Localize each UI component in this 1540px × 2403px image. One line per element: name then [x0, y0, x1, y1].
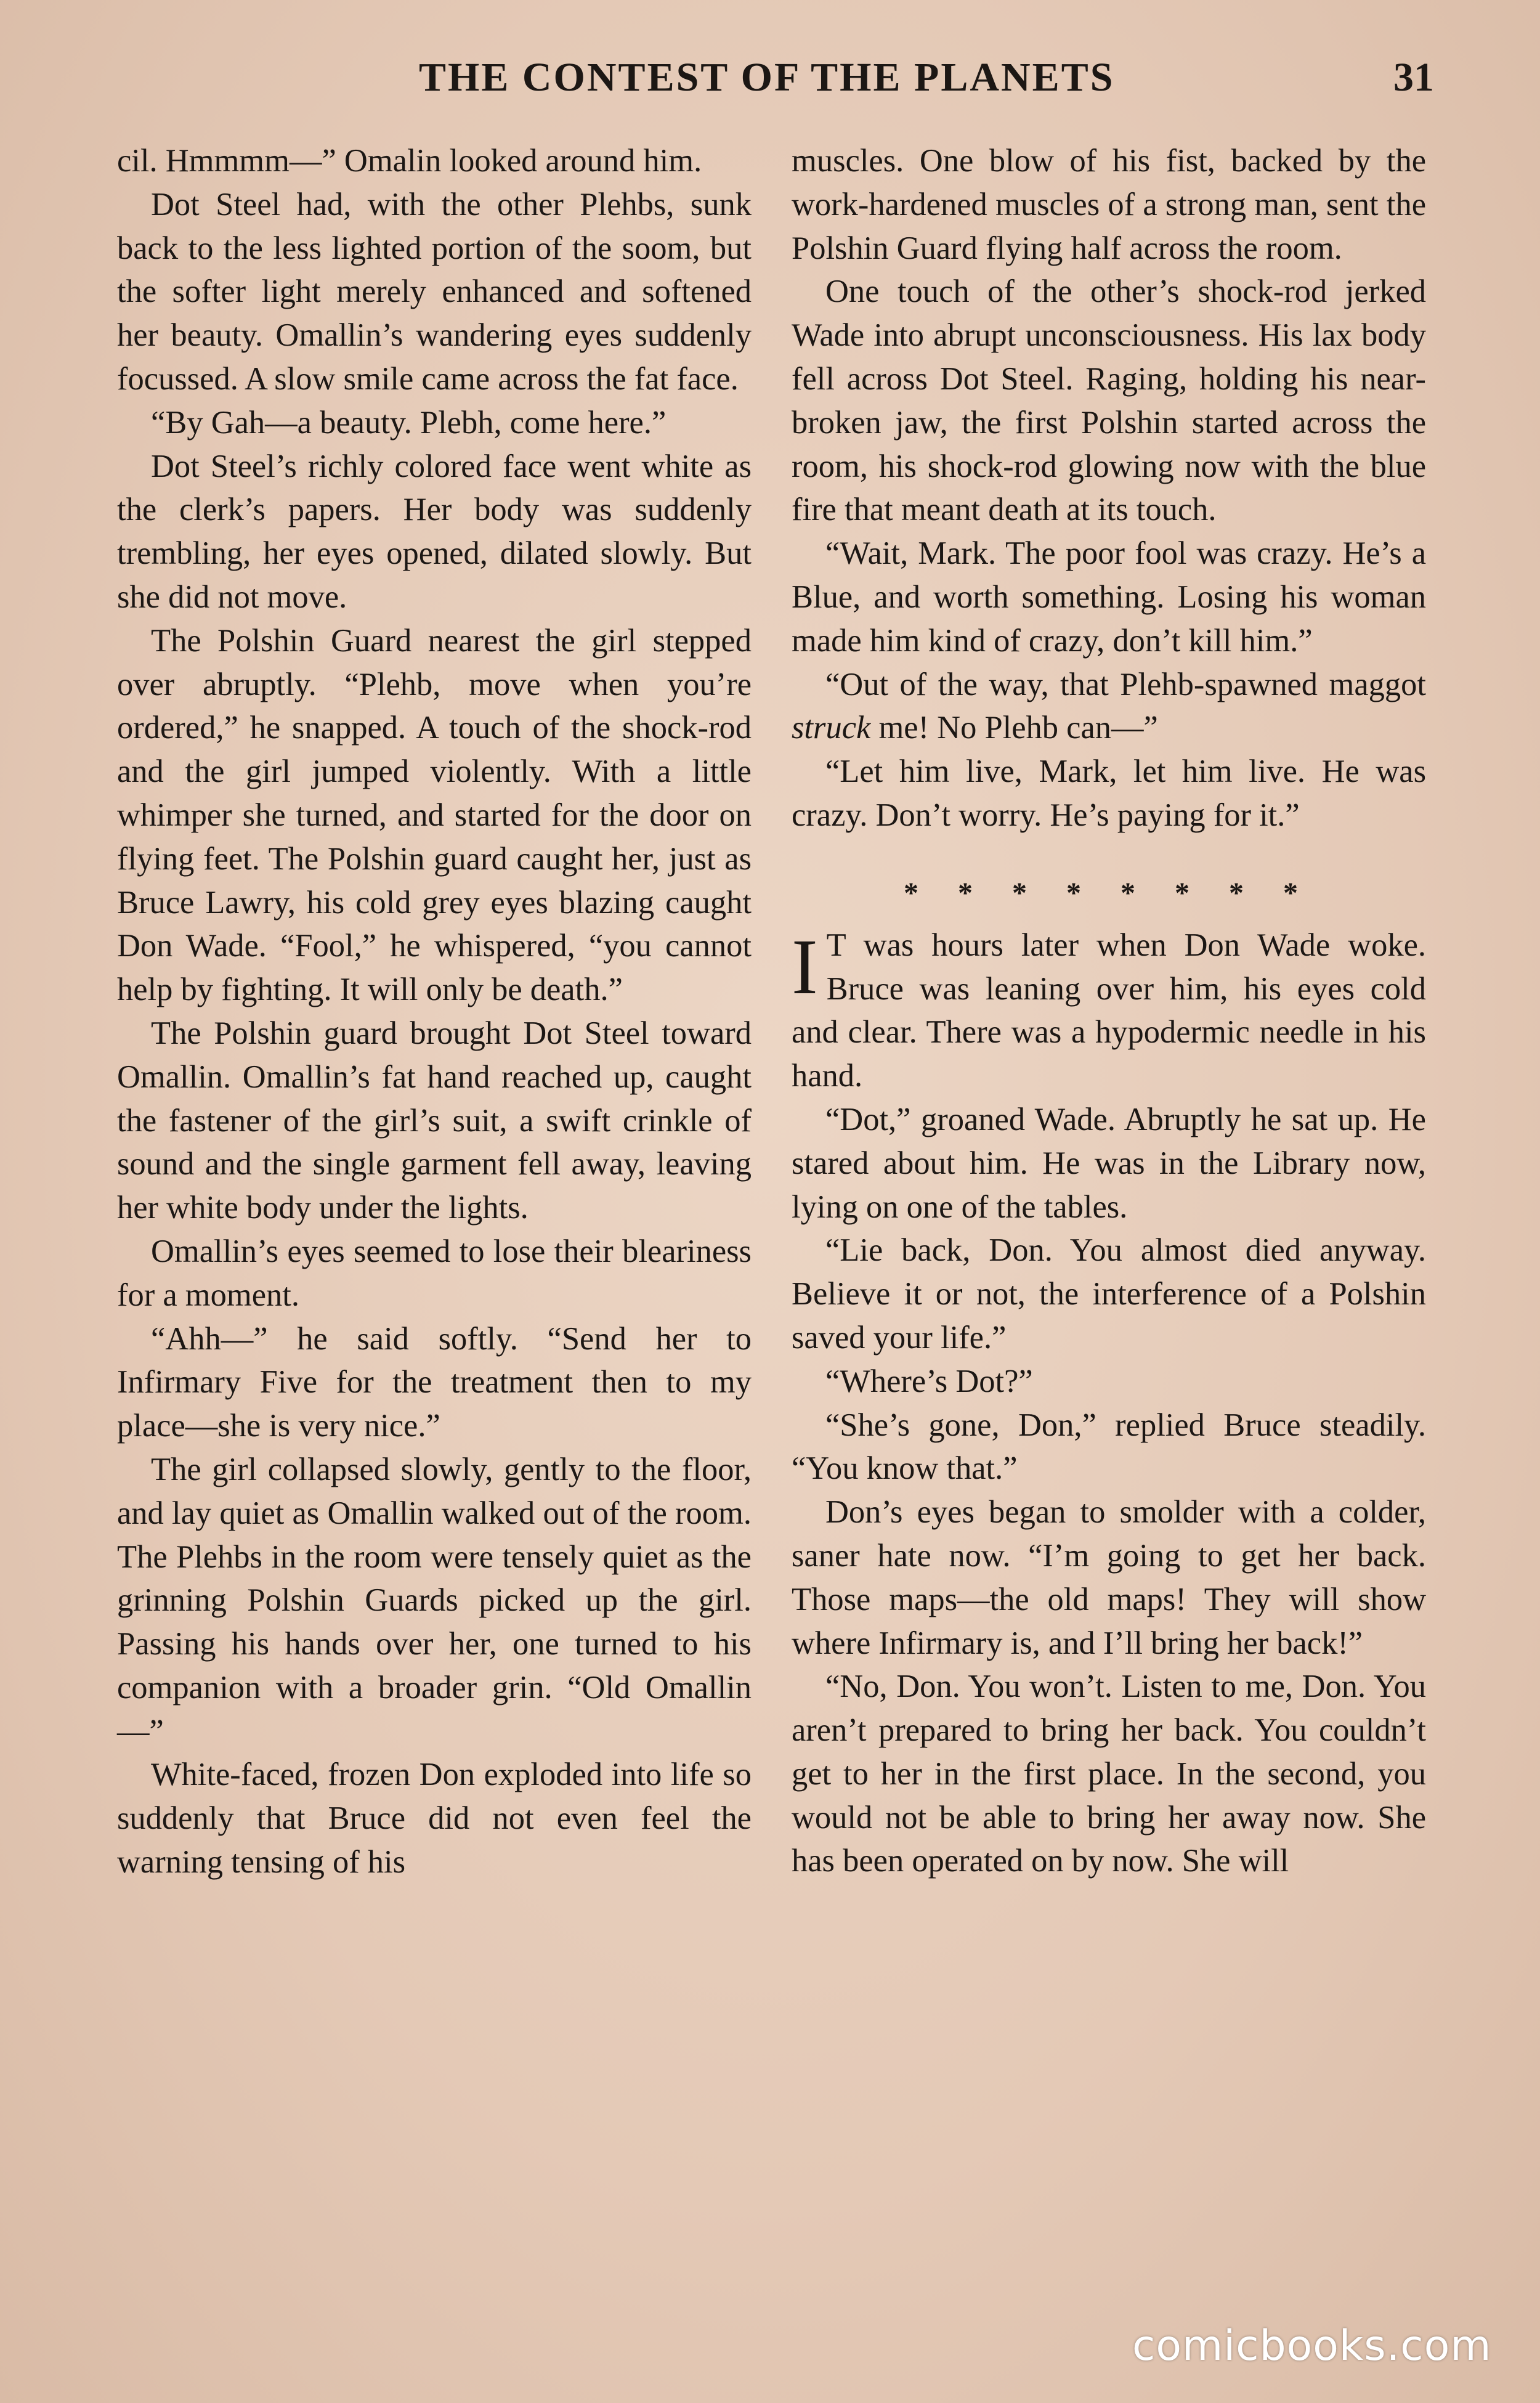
page-header: [0, 54, 1540, 110]
paragraph: “Ahh—” he said softly. “Send her to Infirmary Five for the treatment then to my place—she is very nice.”: [117, 1320, 752, 1444]
paragraph: [792, 663, 1426, 750]
right-column: [792, 139, 1426, 2246]
paragraph: Dot Steel’s richly colored face went white as the clerk’s papers. Her body was suddenly trembling, her eyes opened, dilated slowly. But she did not move.: [117, 448, 752, 615]
paragraph: The girl collapsed slowly, gently to the floor, and lay quiet as Omallin walked out of the room. The Plehbs in the room were tensely quiet as the grinning Polshin Guards picked up the girl. Passing his hands over her, one turned to his companion with a broader grin. “Old Omallin—”: [117, 1451, 752, 1749]
paragraph: “Where’s Dot?”: [825, 1363, 1033, 1399]
left-column: [117, 139, 752, 2246]
dropcap-paragraph: [792, 924, 1426, 1098]
paragraph-text: me! No Plehb can—”: [870, 710, 1158, 746]
italic-word: struck: [792, 710, 871, 746]
paragraph: Omallin’s eyes seemed to lose their bleariness for a moment.: [117, 1233, 752, 1313]
paragraph: “No, Don. You won’t. Listen to me, Don. You aren’t prepared to bring her back. You couldn’t get to her in the first place. In the second, you would not be able to bring her away now. She has been operated on by now. She will: [792, 1669, 1426, 1879]
section-break: * * * * * * * *: [904, 876, 1314, 909]
paragraph: “Lie back, Don. You almost died anyway. Believe it or not, the interference of a Polshin saved your life.”: [792, 1232, 1426, 1356]
paragraph: muscles. One blow of his fist, backed by the work-hardened muscles of a strong man, sent the Polshin Guard flying half across the room.: [792, 143, 1426, 266]
paragraph: The Polshin Guard nearest the girl stepped over abruptly. “Plehb, move when you’re ordered,” he snapped. A touch of the shock-rod and the girl jumped violently. With a little whimper she turned, and started for the door on flying feet. The Polshin guard caught her, just as Bruce Lawry, his cold grey eyes blazing caught Don Wade. “Fool,” he whispered, “you cannot help by fighting. It will only be death.”: [117, 622, 752, 1008]
drop-cap: I: [792, 922, 818, 1010]
paragraph-text: T was hours later when Don Wade woke. Bruce was leaning over him, his eyes cold and clear. There was a hypodermic needle in his hand.: [792, 927, 1426, 1094]
watermark: comicbooks.com: [1132, 2322, 1492, 2370]
paragraph: “Let him live, Mark, let him live. He was crazy. Don’t worry. He’s paying for it.”: [792, 754, 1426, 833]
paragraph: The Polshin guard brought Dot Steel toward Omallin. Omallin’s fat hand reached up, caught the fastener of the girl’s suit, a swift crinkle of sound and the single garment fell away, leaving her white body under the lights.: [117, 1015, 752, 1226]
paragraph-text: “Out of the way, that Plehb-spawned maggot: [825, 666, 1426, 702]
paragraph: One touch of the other’s shock-rod jerked Wade into abrupt unconsciousness. His lax body fell across Dot Steel. Raging, holding his near-broken jaw, the first Polshin started across the room, his shock-rod glowing now with the blue fire that meant death at its touch.: [792, 274, 1426, 528]
paragraph: cil. Hmmmm—” Omalin looked around him.: [117, 143, 702, 179]
paragraph: “She’s gone, Don,” replied Bruce steadily. “You know that.”: [792, 1407, 1426, 1487]
paragraph: Dot Steel had, with the other Plehbs, sunk back to the less lighted portion of the soom, but the softer light merely enhanced and softened her beauty. Omallin’s wandering eyes suddenly focussed. A slow smile came across the fat face.: [117, 186, 752, 397]
paragraph: “By Gah—a beauty. Plebh, come here.”: [151, 404, 667, 441]
paragraph: White-faced, frozen Don exploded into life so suddenly that Bruce did not even feel the warning tensing of his: [117, 1757, 752, 1881]
paragraph: Don’s eyes began to smolder with a colder, saner hate now. “I’m going to get her back. Those maps—the old maps! They will show where Infirmary is, and I’ll bring her back!”: [792, 1494, 1426, 1661]
paragraph: “Dot,” groaned Wade. Abruptly he sat up. He stared about him. He was in the Library now, lying on one of the tables.: [792, 1101, 1426, 1225]
page-number: 31: [1393, 55, 1434, 100]
page-title: THE CONTEST OF THE PLANETS: [419, 55, 1115, 100]
paragraph: “Wait, Mark. The poor fool was crazy. He’s a Blue, and worth something. Losing his woman made him kind of crazy, don’t kill him.”: [792, 535, 1426, 659]
